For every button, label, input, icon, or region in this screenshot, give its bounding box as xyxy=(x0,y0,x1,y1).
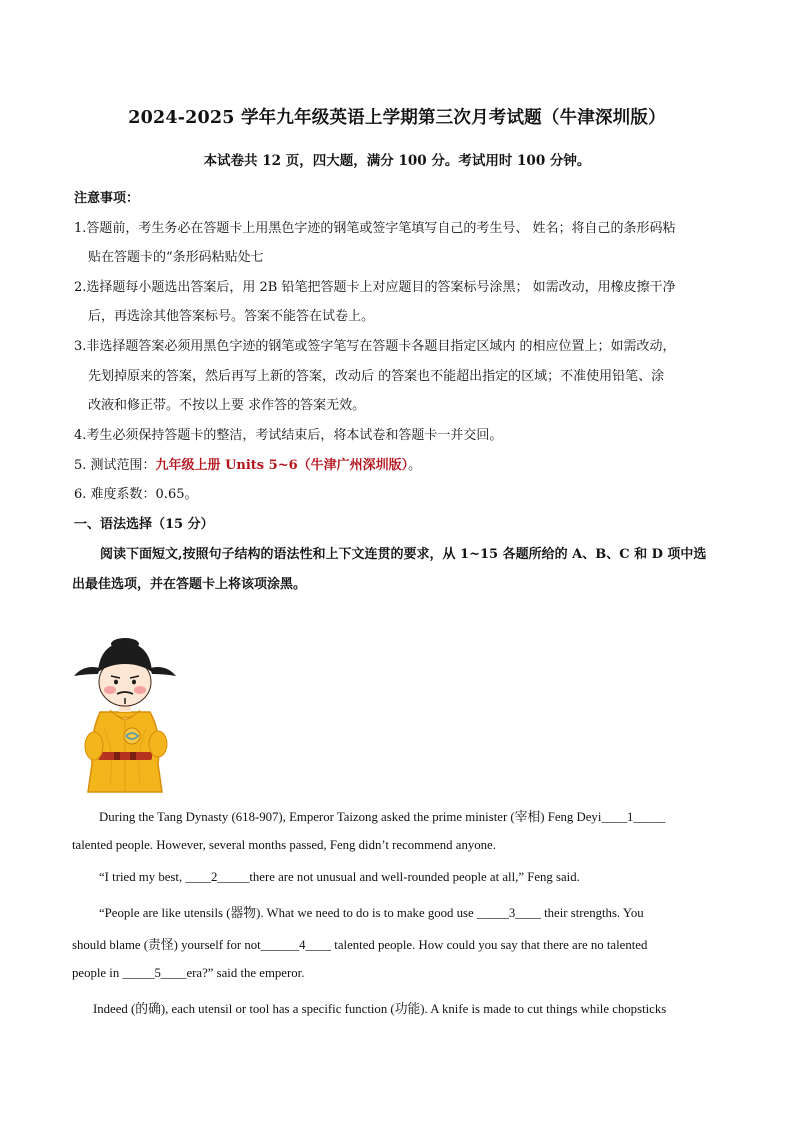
passage-line-4: “People are like utensils (器物). What we need to do is to make good use _____3____ their strengths. You xyxy=(99,906,644,920)
section-1-instruction-a: 阅读下面短文,按照句子结构的语法性和上下文连贯的要求，从 1~15 各题所给的 A、B、C 和 D 项中选 xyxy=(100,547,707,562)
passage-line-2: talented people. However, several months passed, Feng didn’t recommend anyone. xyxy=(72,838,496,852)
passage-line-1: During the Tang Dynasty (618-907), Emperor Taizong asked the prime minister (宰相) Feng Deyi____1_____ xyxy=(99,810,666,824)
page-title: 2024-2025 学年九年级英语上学期第三次月考试题（牛津深圳版） xyxy=(128,108,666,128)
notice-item-3a: 3.非选择题答案必须用黑色字迹的钢笔或签字笔写在答题卡各题目指定区域内 的相应位置上；如需改动， xyxy=(74,339,676,354)
emperor-illustration xyxy=(70,634,180,794)
notice-item-1b: 贴在答题卡的“条形码粘贴处七 xyxy=(88,250,264,265)
notice-item-4: 4.考生必须保持答题卡的整洁，考试结束后，将本试卷和答题卡一并交回。 xyxy=(74,428,503,443)
section-1-instruction-b: 出最佳选项，并在答题卡上将该项涂黑。 xyxy=(72,577,307,592)
notice-item-3b: 先划掉原来的答案，然后再写上新的答案，改动后 的答案也不能超出指定的区域；不准使用铅笔、涂 xyxy=(88,369,665,384)
test-scope-value: 九年级上册 Units 5~6（牛津广州深圳版） xyxy=(155,458,409,473)
notice-item-1a: 1.答题前，考生务必在答题卡上用黑色字迹的钢笔或签字笔填写自己的考生号、 姓名；将自己的条形码粘 xyxy=(74,221,676,236)
test-scope-label: 5. 测试范围： xyxy=(74,458,156,473)
section-1-heading: 一、语法选择（15 分） xyxy=(74,517,214,532)
page-subtitle: 本试卷共 12 页，四大题，满分 100 分。考试用时 100 分钟。 xyxy=(203,153,591,169)
notice-item-2b: 后，再选涂其他答案标号。答案不能答在试卷上。 xyxy=(88,309,375,324)
passage-line-5: should blame (责怪) yourself for not______4____ talented people. How could you say that there are no talented xyxy=(72,938,648,952)
notice-item-3c: 改液和修正带。不按以上要 求作答的答案无效。 xyxy=(88,398,366,413)
passage-line-7: Indeed (的确), each utensil or tool has a specific function (功能). A knife is made to cut things while chopsticks xyxy=(93,1002,667,1016)
passage-line-3: “I tried my best, ____2_____there are not unusual and well-rounded people at all,” Feng said. xyxy=(99,870,580,884)
notice-item-6: 6. 难度系数：0.65。 xyxy=(74,487,198,502)
notice-item-5 xyxy=(74,454,421,473)
test-scope-end: 。 xyxy=(408,458,422,473)
notice-item-2a: 2.选择题每小题选出答案后，用 2B 铅笔把答题卡上对应题目的答案标号涂黑； 如需改动，用橡皮擦干净 xyxy=(74,280,676,295)
passage-line-6: people in _____5____era?” said the emperor. xyxy=(72,966,305,980)
notice-heading: 注意事项： xyxy=(74,191,140,206)
